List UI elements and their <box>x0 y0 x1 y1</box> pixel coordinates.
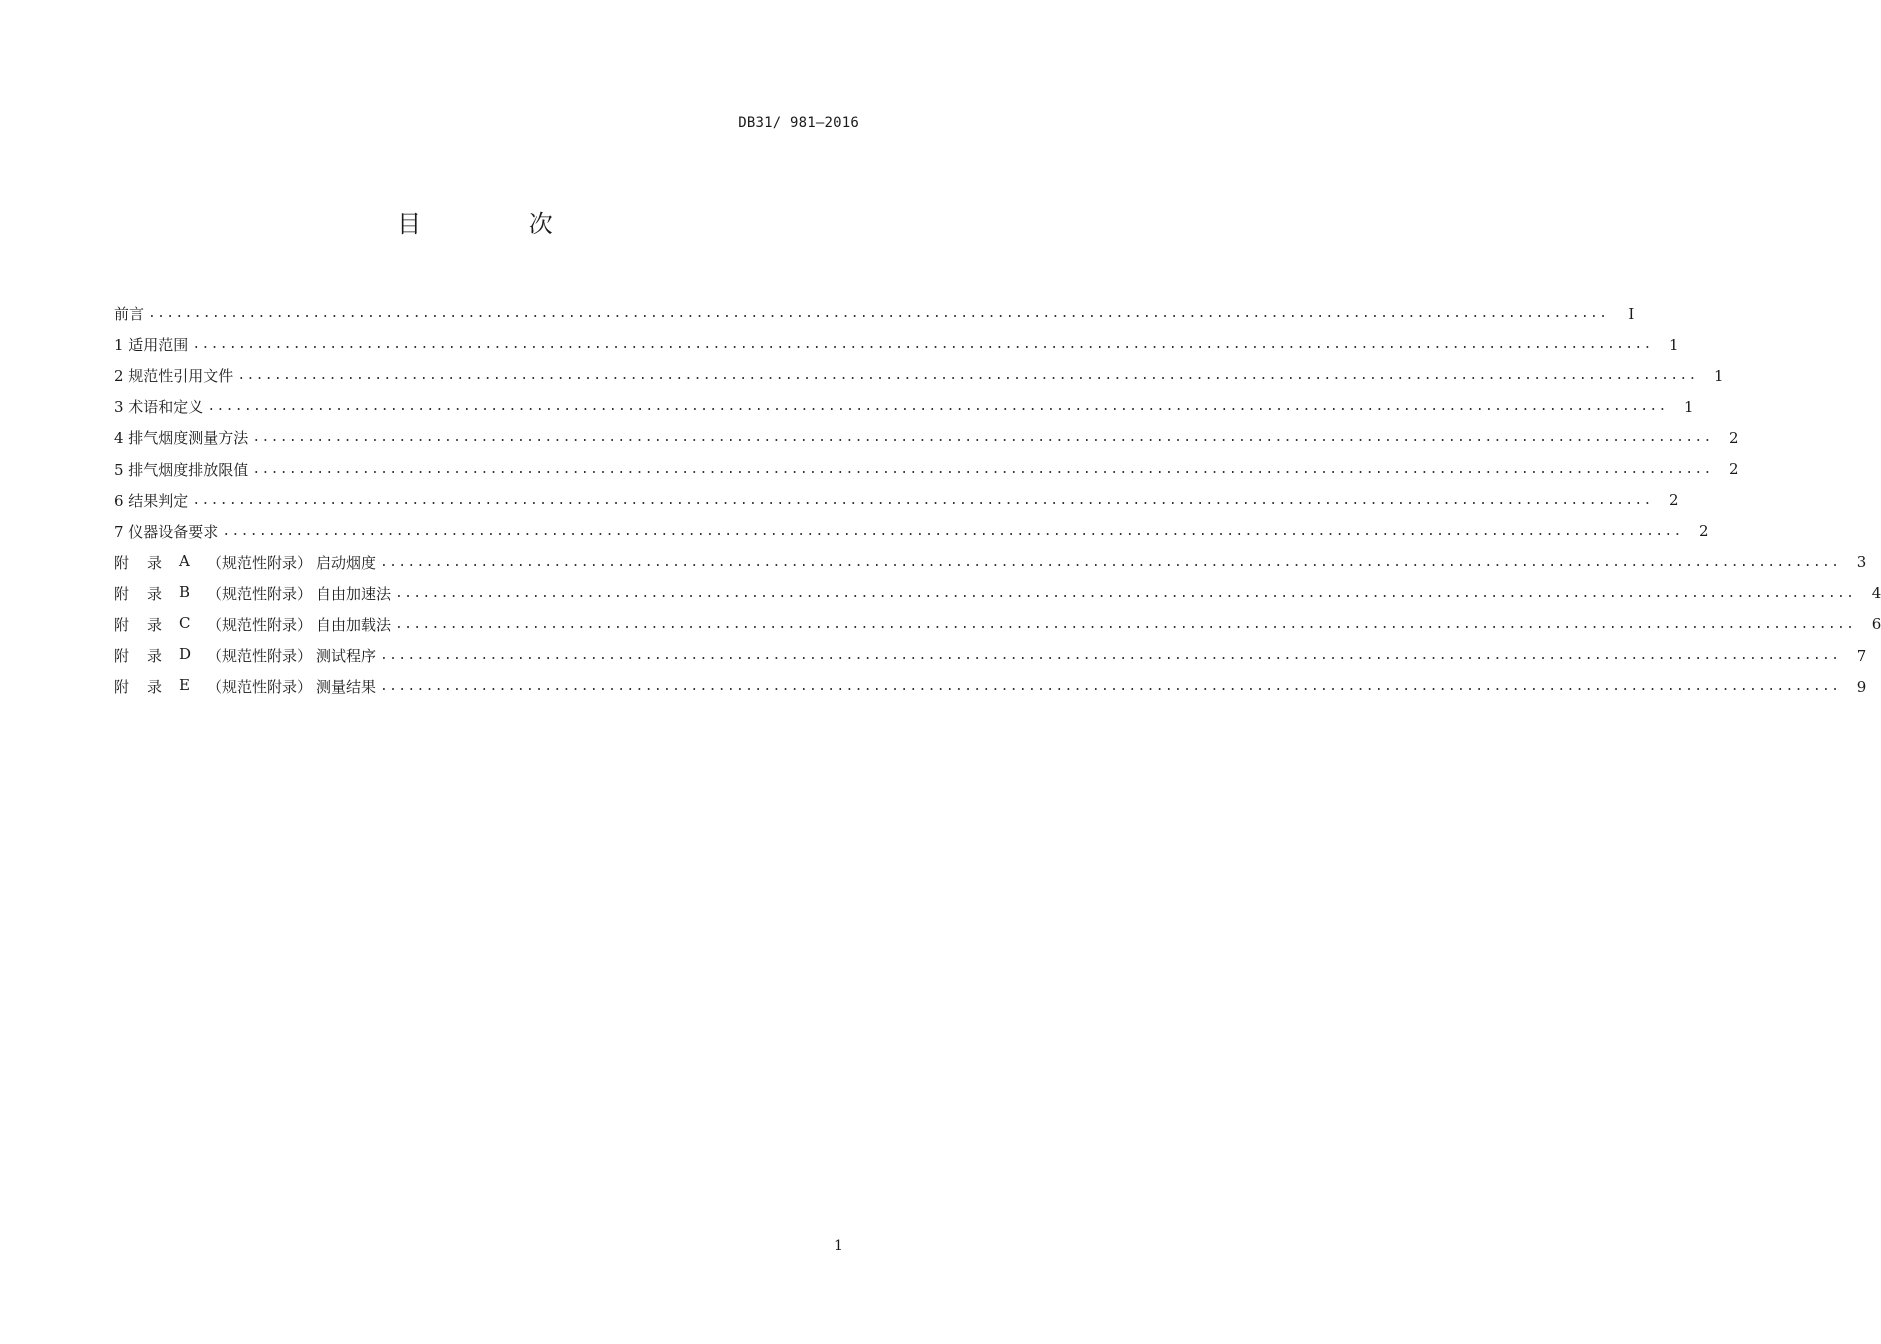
toc-item[interactable] <box>114 485 1679 516</box>
appendix-word-1: 附 <box>114 615 130 634</box>
toc-appendix-item[interactable] <box>114 640 1867 671</box>
appendix-name: 启动烟度 <box>316 553 377 572</box>
appendix-letter: C <box>179 613 191 632</box>
appendix-letter: B <box>179 582 191 601</box>
toc-leader-dots: ................................................................................................................................................................ <box>237 368 1698 384</box>
toc-item-label <box>114 645 380 666</box>
toc-item-label: 前言 <box>114 305 145 324</box>
appendix-letter: D <box>179 645 192 664</box>
appendix-word-2: 录 <box>147 584 163 603</box>
toc-appendix-item[interactable] <box>114 671 1867 702</box>
toc-item-page: 2 <box>1729 460 1739 479</box>
toc-item-page: 2 <box>1729 428 1739 447</box>
appendix-type: （规范性附录） <box>207 678 313 697</box>
toc-item-page: 1 <box>1669 335 1679 354</box>
toc-leader-dots: ................................................................................................................................................................ <box>252 430 1713 446</box>
appendix-name: 测量结果 <box>316 678 377 697</box>
toc-leader-dots: ................................................................................................................................................................ <box>380 648 1841 664</box>
appendix-type: （规范性附录） <box>207 647 313 666</box>
toc-item-page: I <box>1628 304 1635 323</box>
appendix-letter: A <box>179 551 190 570</box>
appendix-type: （规范性附录） <box>207 584 313 603</box>
toc-item-label: 4 排气烟度测量方法 <box>114 429 249 448</box>
appendix-word-2: 录 <box>147 615 163 634</box>
toc-item-page: 6 <box>1871 615 1881 634</box>
toc-item-page: 2 <box>1699 522 1709 541</box>
appendix-name: 自由加载法 <box>316 615 392 634</box>
toc-leader-dots: ................................................................................................................................................................ <box>192 492 1653 508</box>
toc-item[interactable] <box>114 516 1709 547</box>
toc-item-label <box>114 583 395 604</box>
page-title: 目 次 <box>397 210 603 238</box>
toc-leader-dots: ................................................................................................................................................................ <box>395 585 1856 601</box>
toc-item[interactable] <box>114 391 1694 422</box>
appendix-letter: E <box>179 676 190 695</box>
toc-item-label <box>114 614 395 635</box>
toc-leader-dots: ................................................................................................................................................................ <box>192 337 1653 353</box>
toc-leader-dots: ................................................................................................................................................................ <box>252 461 1713 477</box>
toc-item-label <box>114 676 380 697</box>
appendix-word-2: 录 <box>147 647 163 666</box>
appendix-name: 自由加速法 <box>316 584 392 603</box>
table-of-contents <box>114 298 1881 702</box>
toc-item-label: 6 结果判定 <box>114 491 189 510</box>
toc-item-page: 1 <box>1714 366 1724 385</box>
toc-item-page: 7 <box>1856 646 1867 665</box>
toc-appendix-item[interactable] <box>114 547 1867 578</box>
toc-item[interactable] <box>114 453 1739 484</box>
appendix-word-1: 附 <box>114 678 130 697</box>
toc-appendix-item[interactable] <box>114 578 1881 609</box>
toc-item-label: 5 排气烟度排放限值 <box>114 460 249 479</box>
toc-item-page: 4 <box>1871 584 1881 603</box>
appendix-type: （规范性附录） <box>207 553 313 572</box>
toc-leader-dots: ................................................................................................................................................................ <box>222 523 1683 539</box>
toc-item-page: 2 <box>1669 491 1679 510</box>
toc-item-label <box>114 552 380 573</box>
toc-item[interactable] <box>114 329 1679 360</box>
toc-item[interactable] <box>114 360 1724 391</box>
toc-leader-dots: ................................................................................................................................................................ <box>380 554 1841 570</box>
appendix-word-1: 附 <box>114 553 130 572</box>
toc-item-page: 1 <box>1684 397 1694 416</box>
toc-item-label: 7 仪器设备要求 <box>114 522 219 541</box>
toc-item-label: 1 适用范围 <box>114 336 189 355</box>
toc-item[interactable] <box>114 298 1635 329</box>
toc-item[interactable] <box>114 422 1739 453</box>
appendix-type: （规范性附录） <box>207 615 313 634</box>
appendix-name: 测试程序 <box>316 647 377 666</box>
appendix-word-2: 录 <box>147 553 163 572</box>
document-code: DB31/ 981—2016 <box>738 115 859 131</box>
toc-item-label: 3 术语和定义 <box>114 398 204 417</box>
appendix-word-1: 附 <box>114 647 130 666</box>
toc-leader-dots: ................................................................................................................................................................ <box>380 679 1841 695</box>
toc-leader-dots: ................................................................................................................................................................ <box>148 306 1609 322</box>
toc-item-page: 9 <box>1856 677 1867 696</box>
toc-leader-dots: ................................................................................................................................................................ <box>207 399 1668 415</box>
toc-item-label: 2 规范性引用文件 <box>114 367 234 386</box>
toc-appendix-item[interactable] <box>114 609 1881 640</box>
toc-leader-dots: ................................................................................................................................................................ <box>395 616 1856 632</box>
toc-item-page: 3 <box>1856 553 1867 572</box>
appendix-word-1: 附 <box>114 584 130 603</box>
appendix-word-2: 录 <box>147 678 163 697</box>
page-number: 1 <box>834 1238 843 1254</box>
